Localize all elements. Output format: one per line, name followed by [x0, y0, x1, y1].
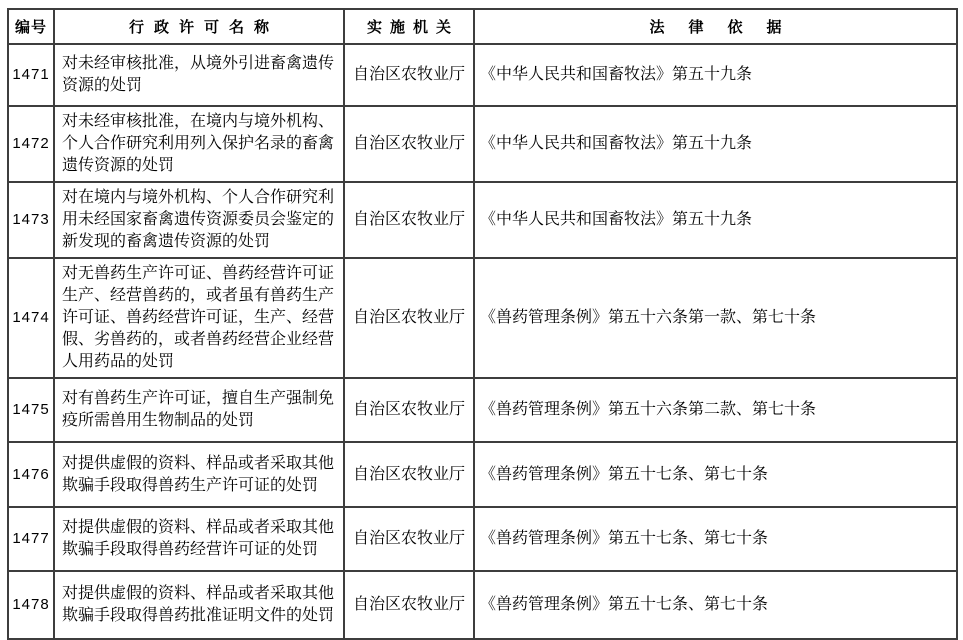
row-legal: 《兽药管理条例》第五十七条、第七十条 [474, 442, 957, 507]
table-row [8, 507, 957, 571]
row-legal: 《兽药管理条例》第五十六条第二款、第七十条 [474, 378, 957, 442]
row-name: 对未经审核批准，从境外引进畜禽遗传资源的处罚 [54, 44, 344, 106]
table-row [8, 442, 957, 507]
row-agency: 自治区农牧业厅 [344, 258, 474, 378]
row-agency: 自治区农牧业厅 [344, 507, 474, 571]
column-header-agency: 实施机关 [344, 9, 474, 44]
row-id: 1473 [8, 182, 54, 258]
row-legal: 《中华人民共和国畜牧法》第五十九条 [474, 182, 957, 258]
row-legal: 《中华人民共和国畜牧法》第五十九条 [474, 106, 957, 182]
row-name: 对无兽药生产许可证、兽药经营许可证生产、经营兽药的，或者虽有兽药生产许可证、兽药经营许可证，生产、经营假、劣兽药的，或者兽药经营企业经营人用药品的处罚 [54, 258, 344, 378]
row-name: 对未经审核批准，在境内与境外机构、个人合作研究利用列入保护名录的畜禽遗传资源的处罚 [54, 106, 344, 182]
table-row [8, 378, 957, 442]
row-legal: 《中华人民共和国畜牧法》第五十九条 [474, 44, 957, 106]
row-agency: 自治区农牧业厅 [344, 571, 474, 639]
administrative-permits-table [7, 8, 958, 640]
row-name: 对提供虚假的资料、样品或者采取其他欺骗手段取得兽药经营许可证的处罚 [54, 507, 344, 571]
row-agency: 自治区农牧业厅 [344, 44, 474, 106]
row-legal: 《兽药管理条例》第五十七条、第七十条 [474, 507, 957, 571]
row-id: 1476 [8, 442, 54, 507]
column-header-legal: 法律依据 [474, 9, 957, 44]
row-id: 1478 [8, 571, 54, 639]
row-agency: 自治区农牧业厅 [344, 378, 474, 442]
column-header-id: 编号 [8, 9, 54, 44]
table-row [8, 44, 957, 106]
row-name: 对提供虚假的资料、样品或者采取其他欺骗手段取得兽药生产许可证的处罚 [54, 442, 344, 507]
administrative-permits-table-wrap [7, 8, 958, 640]
row-id: 1472 [8, 106, 54, 182]
table-row [8, 106, 957, 182]
row-name: 对提供虚假的资料、样品或者采取其他欺骗手段取得兽药批准证明文件的处罚 [54, 571, 344, 639]
row-name: 对有兽药生产许可证，擅自生产强制免疫所需兽用生物制品的处罚 [54, 378, 344, 442]
row-legal: 《兽药管理条例》第五十六条第一款、第七十条 [474, 258, 957, 378]
row-id: 1474 [8, 258, 54, 378]
header-row [8, 9, 957, 44]
row-name: 对在境内与境外机构、个人合作研究利用未经国家畜禽遗传资源委员会鉴定的新发现的畜禽遗传资源的处罚 [54, 182, 344, 258]
row-agency: 自治区农牧业厅 [344, 106, 474, 182]
table-row [8, 571, 957, 639]
row-legal: 《兽药管理条例》第五十七条、第七十条 [474, 571, 957, 639]
table-row [8, 182, 957, 258]
row-id: 1471 [8, 44, 54, 106]
row-agency: 自治区农牧业厅 [344, 442, 474, 507]
row-id: 1477 [8, 507, 54, 571]
column-header-name: 行政许可名称 [54, 9, 344, 44]
row-id: 1475 [8, 378, 54, 442]
row-agency: 自治区农牧业厅 [344, 182, 474, 258]
table-row [8, 258, 957, 378]
